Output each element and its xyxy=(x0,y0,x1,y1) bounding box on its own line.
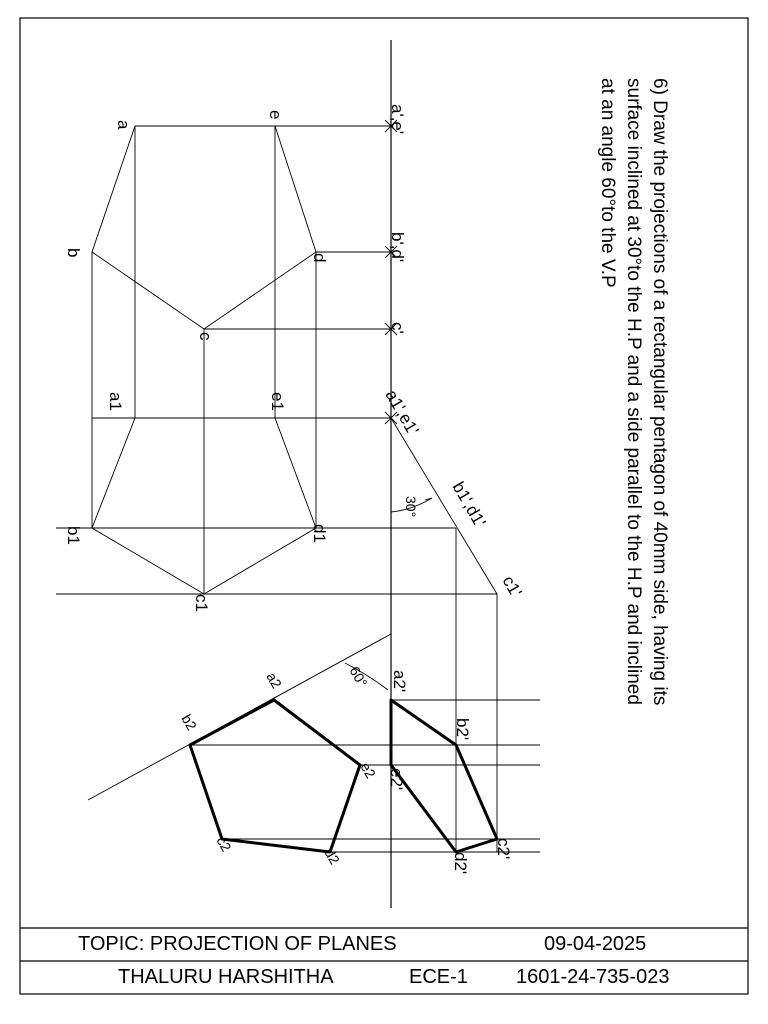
question-line-3: at an angle 60°to the V.P xyxy=(597,78,618,288)
label-d2: d2 xyxy=(321,845,344,867)
question-line-2: surface inclined at 30°to the H.P and a side parallel to the H.P and inclined xyxy=(623,78,644,705)
label-d: d xyxy=(310,253,329,263)
label-e2-prime: e2' xyxy=(387,768,406,791)
label-c2-prime: c2' xyxy=(494,838,513,860)
label-e1: e1 xyxy=(268,392,287,411)
label-angle-60: 60° xyxy=(346,663,371,690)
label-b: b xyxy=(64,248,83,258)
label-e: e xyxy=(266,110,285,120)
stage2-views xyxy=(56,418,497,852)
question-text xyxy=(597,78,670,705)
label-c-prime: c' xyxy=(388,322,407,334)
label-a2-prime: a2' xyxy=(390,670,409,693)
label-b1: b1 xyxy=(64,526,83,545)
label-c: c xyxy=(196,332,215,341)
stage3-views xyxy=(88,634,540,852)
label-a2: a2 xyxy=(263,669,286,691)
label-d1: d1 xyxy=(310,524,329,543)
label-d2-prime: d2' xyxy=(451,852,470,875)
label-e2: e2 xyxy=(357,759,380,781)
label-b2-prime: b2' xyxy=(453,718,472,741)
label-a1-prime-e1-prime: a1',e1' xyxy=(381,386,423,439)
label-a1: a1 xyxy=(106,392,125,411)
label-b2: b2 xyxy=(178,711,201,733)
title-date: 09-04-2025 xyxy=(544,933,647,955)
label-c1-prime: c1' xyxy=(498,572,526,601)
title-topic: TOPIC: PROJECTION OF PLANES xyxy=(78,933,397,955)
title-class: ECE-1 xyxy=(409,966,468,988)
label-c2: c2 xyxy=(213,833,235,855)
label-b1-prime-d1-prime: b1',d1' xyxy=(448,478,490,531)
question-line-1: 6) Draw the projections of a rectangular pentagon of 40mm side, having its xyxy=(649,78,670,706)
label-a-prime-e-prime: a',e' xyxy=(388,104,407,135)
title-roll: 1601-24-735-023 xyxy=(516,966,670,988)
label-c1: c1 xyxy=(192,594,211,612)
title-name: THALURU HARSHITHA xyxy=(118,966,334,988)
label-b-prime-d-prime: b',d' xyxy=(388,232,407,263)
stage1-top-view xyxy=(92,126,391,594)
label-angle-30: 30° xyxy=(403,496,419,518)
label-a: a xyxy=(114,120,133,130)
